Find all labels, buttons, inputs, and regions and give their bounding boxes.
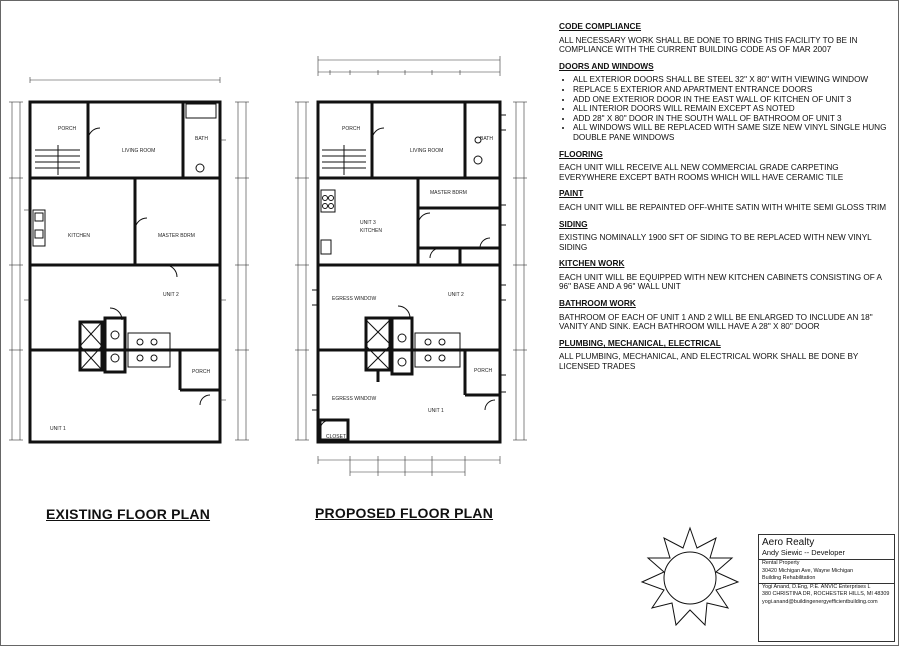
title-block: [758, 534, 895, 642]
siding-heading: SIDING: [559, 218, 588, 229]
ex-room-unit1: UNIT 1: [50, 426, 66, 432]
paint-heading: PAINT: [559, 188, 584, 199]
pr-room-master: MASTER BDRM: [430, 190, 467, 196]
proposed-floor-plan: [295, 56, 527, 476]
project-address: 30420 Michigan Ave, Wayne Michigan: [762, 567, 854, 574]
construction-notes: [557, 22, 889, 379]
pr-room-porch2: PORCH: [474, 368, 493, 374]
pr-room-closet: CLOSET: [326, 434, 347, 440]
bathroom-work-heading: BATHROOM WORK: [559, 298, 636, 309]
pr-room-kitchen: KITCHEN: [360, 228, 382, 234]
list-item: • ALL INTERIOR DOORS WILL REMAIN EXCEPT AS NOTED: [573, 104, 889, 114]
list-item: • ADD ONE EXTERIOR DOOR IN THE EAST WALL OF KITCHEN OF UNIT 3: [573, 95, 889, 105]
engineer-name: Yogi Anand, D.Eng, P.E. ANVIC Enterprises L: [762, 583, 871, 590]
pr-room-bath: BATH: [480, 136, 493, 142]
kitchen-work-text: EACH UNIT WILL BE EQUIPPED WITH NEW KITCHEN CABINETS CONSISTING OF A 96" BASE AND A 96" WALL UNIT: [559, 272, 882, 292]
list-item: • ADD 28" X 80" DOOR IN THE SOUTH WALL OF BATHROOM OF UNIT 3: [573, 114, 889, 124]
plumbing-text: ALL PLUMBING, MECHANICAL, AND ELECTRICAL WORK SHALL BE DONE BY LICENSED TRADES: [559, 352, 859, 372]
existing-floor-plan: [9, 77, 249, 442]
engineer-email: yogi.anand@buildingenergyefficientbuilding.com: [762, 598, 878, 605]
kitchen-work-heading: KITCHEN WORK: [559, 258, 625, 269]
siding-text: EXISTING NOMINALLY 1900 SFT OF SIDING TO BE REPLACED WITH NEW VINYL SIDING: [559, 233, 872, 252]
ex-room-bath: BATH: [195, 136, 208, 142]
ex-room-porch2: PORCH: [192, 369, 211, 375]
ex-room-master: MASTER BDRM: [158, 233, 195, 239]
developer-name: Andy Siewic -- Developer: [759, 548, 894, 560]
plumbing-heading: PLUMBING, MECHANICAL, ELECTRICAL: [559, 337, 721, 348]
pr-room-porch: PORCH: [342, 126, 361, 132]
existing-plan-title: EXISTING FLOOR PLAN: [46, 506, 211, 522]
pr-egress-bottom: EGRESS WINDOW: [332, 396, 377, 402]
paint-text: EACH UNIT WILL BE REPAINTED OFF-WHITE SATIN WITH WHITE SEMI GLOSS TRIM: [559, 202, 887, 212]
engineer-seal: [642, 528, 738, 625]
ex-room-living: LIVING ROOM: [122, 148, 156, 154]
ex-room-porch: PORCH: [58, 126, 77, 132]
code-compliance-text: ALL NECESSARY WORK SHALL BE DONE TO BRING THIS FACILITY TO BE IN COMPLIANCE WITH THE CURRENT BUILDING CODE AS OF MAR 2007: [559, 35, 858, 55]
code-compliance-heading: CODE COMPLIANCE: [559, 21, 642, 31]
engineer-address: 380 CHRISTINA DR, ROCHESTER HILLS, MI 48309: [762, 591, 890, 598]
proposed-plan-title: PROPOSED FLOOR PLAN: [315, 505, 494, 521]
flooring-text: EACH UNIT WILL RECEIVE ALL NEW COMMERCIAL GRADE CARPETING EVERYWHERE EXCEPT BATH ROOMS WHICH WILL HAVE CERAMIC TILE: [559, 163, 844, 182]
pr-room-unit1: UNIT 1: [428, 408, 444, 414]
ex-room-kitchen: KITCHEN: [68, 233, 90, 239]
pr-room-unit2: UNIT 2: [448, 292, 464, 298]
pr-egress-top: EGRESS WINDOW: [332, 296, 377, 302]
list-item: • ALL EXTERIOR DOORS SHALL BE STEEL 32" X 80" WITH VIEWING WINDOW: [573, 75, 889, 85]
bathroom-work-text: BATHROOM OF EACH OF UNIT 1 AND 2 WILL BE ENLARGED TO INCLUDE AN 18" VANITY AND SINK. EACH BATHROOM WILL HAVE A 28" X 80" DOOR: [559, 312, 873, 332]
list-item: • REPLACE 5 EXTERIOR AND APARTMENT ENTRANCE DOORS: [573, 85, 889, 95]
pr-room-living: LIVING ROOM: [410, 148, 444, 154]
ex-room-unit2: UNIT 2: [163, 292, 179, 298]
flooring-heading: FLOORING: [559, 148, 603, 159]
list-item: • ALL WINDOWS WILL BE REPLACED WITH SAME SIZE NEW VINYL SINGLE HUNG DOUBLE PANE WINDOWS: [573, 123, 889, 142]
doors-windows-heading: DOORS AND WINDOWS: [559, 60, 654, 71]
doors-windows-list: [557, 75, 889, 142]
pr-room-unit3: UNIT 3: [360, 220, 376, 226]
project-scope: Building Rehabilitation: [759, 575, 894, 584]
project-type: Rental Property: [762, 560, 800, 566]
company-name: Aero Realty: [762, 537, 815, 548]
